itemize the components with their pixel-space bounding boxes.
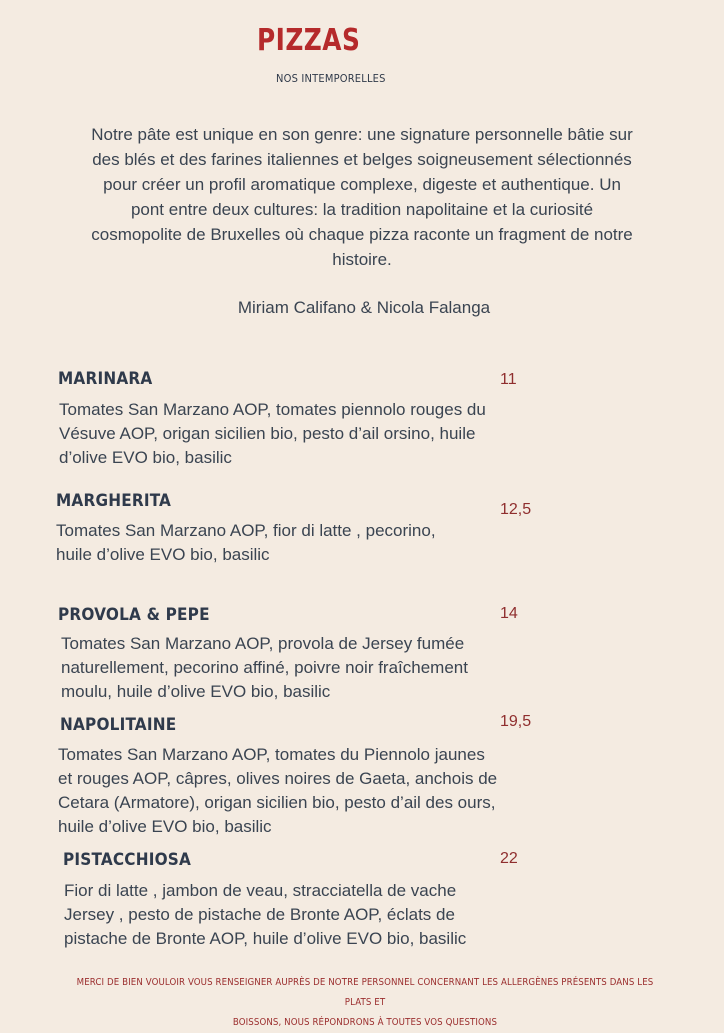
description-line: moulu, huile d’olive EVO bio, basilic: [61, 682, 331, 701]
intro-line: pour créer un profil aromatique complexe, digeste et authentique. Un: [103, 175, 621, 194]
item-price-margherita: 12,5: [500, 501, 532, 518]
page-title: PIZZAS: [257, 23, 361, 58]
item-description-margherita: [56, 519, 596, 567]
description-line: d’olive EVO bio, basilic: [59, 448, 232, 467]
allergen-notice-line: MERCI DE BIEN VOULOIR VOUS RENSEIGNER AUPRÈS DE NOTRE PERSONNEL CONCERNANT LES ALLERGÈNES PRÉSENTS DANS LES PLATS ET: [76, 977, 654, 1008]
description-line: huile d’olive EVO bio, basilic: [58, 817, 272, 836]
item-description-pistacchiosa: [64, 879, 604, 951]
description-line: Cetara (Armatore), origan sicilien bio, pesto d’ail des ours,: [58, 793, 496, 812]
description-line: Tomates San Marzano AOP, tomates du Piennolo jaunes: [58, 745, 485, 764]
item-description-marinara: [59, 398, 599, 470]
description-line: Jersey , pesto de pistache de Bronte AOP, éclats de: [64, 905, 455, 924]
intro-line: des blés et des farines italiennes et belges soigneusement sélectionnés: [92, 150, 632, 169]
description-line: Tomates San Marzano AOP, fior di latte , pecorino,: [56, 521, 436, 540]
intro-line: Notre pâte est unique en son genre: une signature personnelle bâtie sur: [91, 125, 633, 144]
item-description-provola-pepe: [61, 632, 601, 704]
allergen-notice-line: BOISSONS, NOUS RÉPONDRONS À TOUTES VOS QUESTIONS: [232, 1017, 498, 1028]
description-line: huile d’olive EVO bio, basilic: [56, 545, 270, 564]
description-line: et rouges AOP, câpres, olives noires de Gaeta, anchois de: [58, 769, 498, 788]
item-price-provola-pepe: 14: [500, 605, 518, 622]
item-name-provola-pepe: PROVOLA & PEPE: [58, 605, 210, 625]
page-subtitle: NOS INTEMPORELLES: [276, 72, 386, 85]
intro-line: pont entre deux cultures: la tradition napolitaine et la curiosité: [130, 200, 594, 219]
item-name-margherita: MARGHERITA: [56, 491, 172, 511]
description-line: Tomates San Marzano AOP, tomates piennolo rouges du: [59, 400, 486, 419]
item-price-napolitaine: 19,5: [500, 713, 532, 730]
item-description-napolitaine: [58, 743, 598, 839]
description-line: Fior di latte , jambon de veau, stracciatella de vache: [64, 881, 457, 900]
intro-line: histoire.: [332, 250, 392, 269]
item-price-pistacchiosa: 22: [500, 850, 518, 867]
item-name-napolitaine: NAPOLITAINE: [60, 715, 177, 735]
item-name-pistacchiosa: PISTACCHIOSA: [63, 850, 192, 870]
item-price-marinara: 11: [500, 371, 517, 388]
intro-line: cosmopolite de Bruxelles où chaque pizza raconte un fragment de notre: [91, 225, 633, 244]
description-line: naturellement, pecorino affiné, poivre noir fraîchement: [61, 658, 468, 677]
authors-signature: Miriam Califano & Nicola Falanga: [237, 298, 491, 317]
description-line: pistache de Bronte AOP, huile d’olive EVO bio, basilic: [64, 929, 467, 948]
allergen-notice: [70, 973, 660, 1033]
description-line: Tomates San Marzano AOP, provola de Jersey fumée: [61, 634, 465, 653]
description-line: Vésuve AOP, origan sicilien bio, pesto d’ail orsino, huile: [59, 424, 476, 443]
intro-paragraph: [26, 122, 698, 272]
item-name-marinara: MARINARA: [58, 369, 153, 389]
